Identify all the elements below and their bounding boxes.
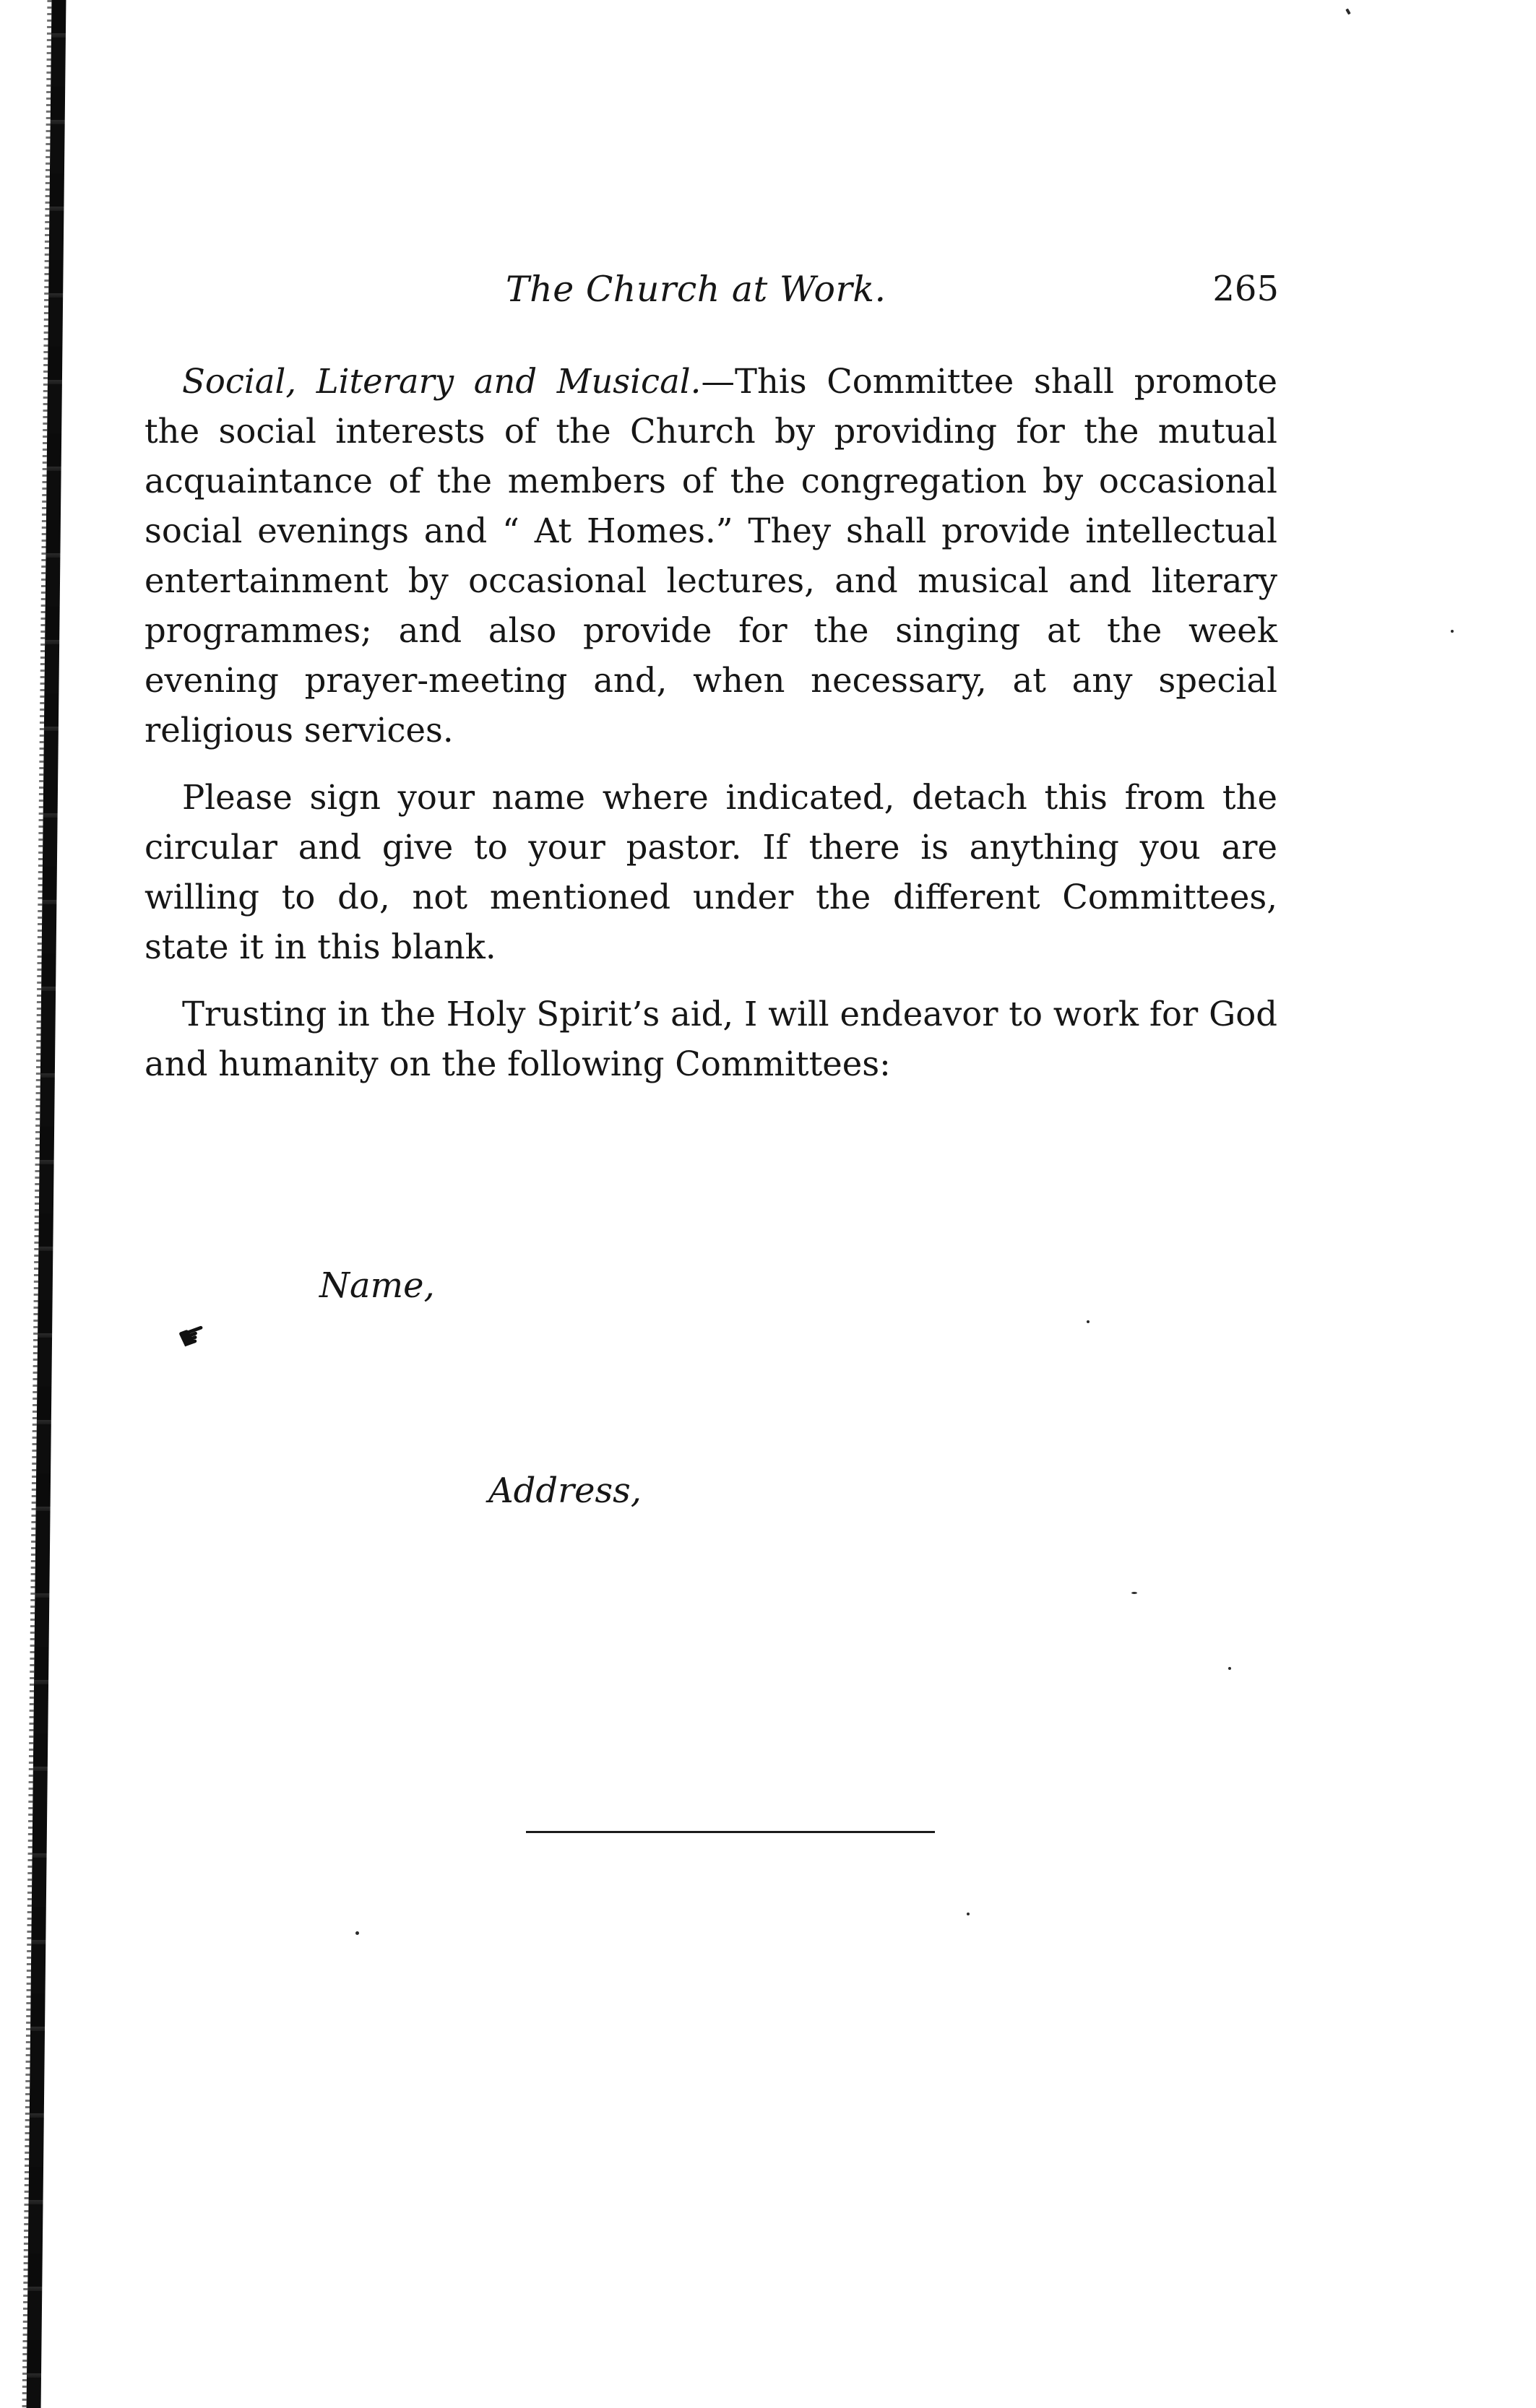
print-speck — [1087, 1320, 1090, 1323]
name-label: Name, — [319, 1265, 435, 1306]
paragraph-text: Please sign your name where indicated, detach this from the circular and give to your pastor. If there is anything you are willing to do, not mentioned under the different Committees, state it in this blank. — [144, 778, 1277, 966]
running-title: The Church at Work. — [506, 269, 886, 310]
print-speck — [355, 1931, 359, 1935]
divider-rule — [526, 1831, 935, 1833]
print-speck — [1345, 9, 1350, 15]
pointing-hand-icon: ☛ — [172, 1312, 214, 1359]
print-speck — [1451, 630, 1454, 633]
print-speck — [967, 1913, 970, 1915]
paragraph-text: Trusting in the Holy Spirit’s aid, I will endeavor to work for God and humanity on the following Committees: — [144, 995, 1277, 1083]
print-speck — [1228, 1667, 1231, 1670]
paragraph-social-literary-musical — [144, 357, 1277, 755]
paragraph-text: —This Committee shall promote the social interests of the Church by providing for the mutual acquaintance of the members of the congregation by occasional social evenings and “ At Homes.” They shall provide intellectual entertainment by occasional lectures, and musical and literary programmes; and also provide for the singing at the week evening prayer-meeting and, when necessary, at any special religious services. — [144, 362, 1277, 750]
address-label: Address, — [488, 1471, 642, 1511]
paragraph-pledge — [144, 989, 1277, 1089]
paragraph-heading: Social, Literary and Musical. — [182, 362, 702, 401]
book-binding-edge — [27, 0, 66, 2408]
running-head — [144, 269, 1279, 319]
body-text — [144, 357, 1277, 1089]
print-speck — [1131, 1592, 1137, 1594]
page-number: 265 — [1212, 269, 1279, 309]
paragraph-instructions — [144, 773, 1277, 972]
